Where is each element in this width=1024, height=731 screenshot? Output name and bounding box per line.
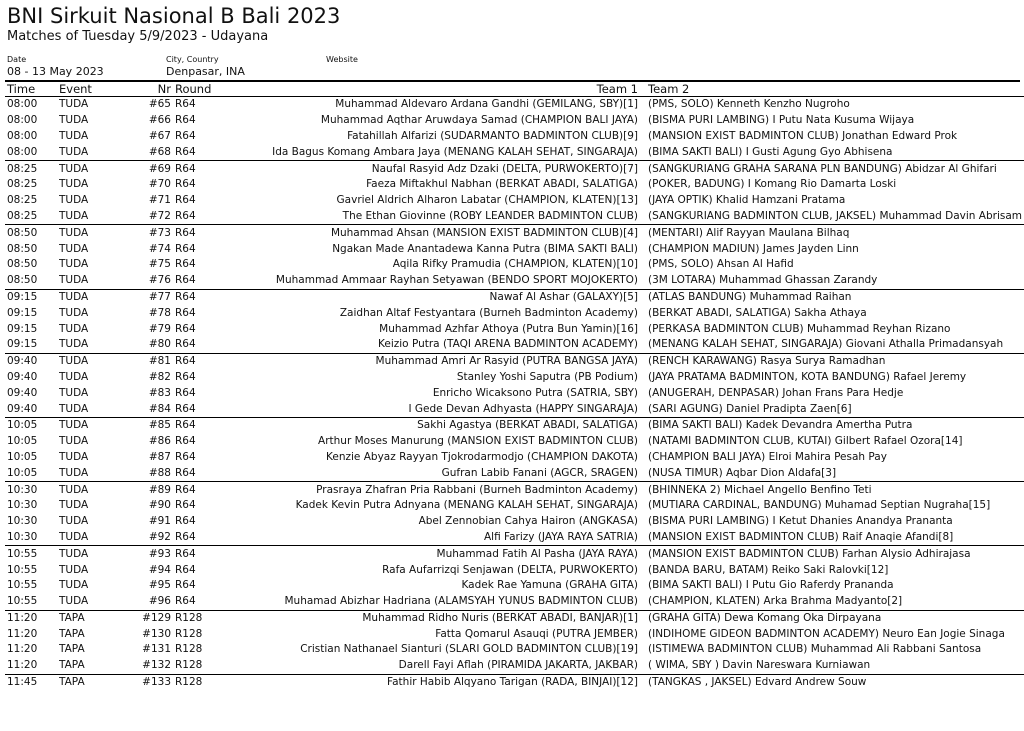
- match-event: TUDA: [59, 563, 89, 576]
- match-time: 08:50: [7, 258, 38, 271]
- date-label: Date: [7, 55, 27, 64]
- table-row: [5, 177, 1024, 193]
- table-row: [5, 129, 1024, 145]
- match-team1: Fatta Qomarul Asauqi (PUTRA JEMBER): [435, 627, 638, 640]
- match-team1: Ida Bagus Komang Ambara Jaya (MENANG KALAH SEHAT, SINGARAJA): [272, 145, 638, 158]
- match-number: #83: [148, 386, 171, 399]
- table-row: [5, 241, 1024, 257]
- match-time: 11:20: [5, 610, 59, 626]
- match-team2: (POKER, BADUNG) I Komang Rio Damarta Loski: [648, 178, 897, 191]
- match-number: #85: [121, 417, 175, 433]
- match-round: R64: [175, 161, 220, 177]
- match-team1: Muhammad Ammaar Rayhan Setyawan (BENDO SPORT MOJOKERTO): [275, 274, 638, 287]
- match-time: 09:40: [7, 386, 38, 399]
- match-number: #81: [121, 353, 175, 369]
- match-number: #133: [121, 674, 175, 690]
- match-team2: (BIMA SAKTI BALI) I Gusti Agung Gyo Abhisena: [648, 145, 893, 158]
- match-team2: ( WIMA, SBY ) Davin Nareswara Kurniawan: [648, 659, 871, 672]
- match-number: #76: [148, 274, 171, 287]
- match-round: R64: [175, 209, 196, 222]
- website-label: Website: [326, 55, 358, 64]
- match-round: R64: [175, 450, 196, 463]
- match-time: 10:55: [5, 546, 59, 562]
- match-team2: (3M LOTARA) Muhammad Ghassan Zarandy: [648, 274, 878, 287]
- match-team1: Keizio Putra (TAQI ARENA BADMINTON ACADEMY): [378, 338, 638, 351]
- table-row: [5, 113, 1024, 129]
- match-time: 10:55: [7, 595, 38, 608]
- match-time: 08:00: [7, 98, 38, 111]
- match-team2: (CHAMPION BALI JAYA) Elroi Mahira Pesah Pay: [648, 450, 887, 463]
- match-time: 08:50: [5, 225, 59, 241]
- table-row: [5, 546, 1024, 562]
- match-time: 08:50: [7, 242, 38, 255]
- table-row: [5, 674, 1024, 690]
- match-round: R64: [175, 322, 196, 335]
- match-number: #92: [148, 530, 171, 543]
- table-header-row: [5, 82, 1024, 97]
- match-time: 10:05: [7, 450, 38, 463]
- match-time: 08:25: [7, 194, 38, 207]
- match-round: R64: [175, 482, 220, 498]
- match-event: TUDA: [59, 417, 121, 433]
- match-team2: (ISTIMEWA BADMINTON CLUB) Muhammad Ali Rabbani Santosa: [648, 643, 982, 656]
- match-event: TUDA: [59, 114, 89, 127]
- match-round: R64: [175, 258, 196, 271]
- column-header-event: Event: [59, 82, 121, 97]
- match-team1: Muhamad Abizhar Hadriana (ALAMSYAH YUNUS BADMINTON CLUB): [284, 595, 638, 608]
- match-team2: (MUTIARA CARDINAL, BANDUNG) Muhamad Septian Nugraha[15]: [648, 499, 991, 512]
- match-team1: Gavriel Aldrich Alharon Labatar (CHAMPION, KLATEN)[13]: [336, 194, 638, 207]
- table-row: [5, 353, 1024, 369]
- match-time: 11:20: [7, 627, 38, 640]
- match-event: TAPA: [59, 674, 121, 690]
- match-team1: Kadek Rae Yamuna (GRAHA GITA): [461, 579, 638, 592]
- match-round: R64: [175, 546, 220, 562]
- table-row: [5, 225, 1024, 241]
- match-team2: (JAYA PRATAMA BADMINTON, KOTA BANDUNG) Rafael Jeremy: [648, 370, 967, 383]
- match-event: TUDA: [59, 258, 89, 271]
- match-event: TAPA: [59, 610, 121, 626]
- match-event: TUDA: [59, 435, 89, 448]
- page-title: BNI Sirkuit Nasional B Bali 2023: [7, 4, 341, 28]
- match-round: R64: [175, 98, 196, 111]
- match-round: R128: [175, 659, 203, 672]
- match-team1: Muhammad Azhfar Athoya (Putra Bun Yamin)[16]: [379, 322, 638, 335]
- match-event: TUDA: [59, 579, 89, 592]
- match-time: 09:15: [5, 289, 59, 305]
- match-team1: Alfi Farizy (JAYA RAYA SATRIA): [483, 530, 638, 543]
- match-round: R64: [175, 595, 196, 608]
- match-time: 08:50: [7, 274, 38, 287]
- match-number: #79: [148, 322, 171, 335]
- match-event: TUDA: [59, 129, 89, 142]
- match-team1: Enricho Wicaksono Putra (SATRIA, SBY): [432, 386, 638, 399]
- table-row: [5, 610, 1024, 626]
- match-team2: (BIMA SAKTI BALI) I Putu Gio Raferdy Prananda: [648, 579, 894, 592]
- table-row: [5, 144, 1024, 160]
- match-round: R64: [175, 417, 220, 433]
- city-label: City, Country: [166, 55, 219, 64]
- match-team1: Cristian Nathanael Sianturi (SLARI GOLD BADMINTON CLUB)[19]: [300, 643, 638, 656]
- match-time: 08:00: [7, 145, 38, 158]
- table-row: [5, 450, 1024, 466]
- match-time: 09:15: [7, 338, 38, 351]
- match-number: #87: [148, 450, 171, 463]
- match-team2: (NATAMI BADMINTON CLUB, KUTAI) Gilbert Rafael Ozora[14]: [648, 435, 963, 448]
- table-row: [5, 482, 1024, 498]
- match-time: 08:25: [7, 178, 38, 191]
- match-number: #77: [121, 289, 175, 305]
- table-row: [5, 273, 1024, 289]
- match-round: R64: [175, 402, 196, 415]
- match-team1: Nawaf Al Ashar (GALAXY)[5]: [220, 289, 648, 305]
- match-number: #71: [148, 194, 171, 207]
- match-number: #129: [121, 610, 175, 626]
- match-round: R64: [175, 114, 196, 127]
- match-number: #69: [121, 161, 175, 177]
- table-row: [5, 514, 1024, 530]
- match-number: #72: [148, 209, 171, 222]
- match-time: 09:40: [5, 353, 59, 369]
- match-team1: Abel Zennobian Cahya Hairon (ANGKASA): [418, 515, 638, 528]
- match-number: #90: [148, 499, 171, 512]
- match-event: TUDA: [59, 450, 89, 463]
- match-time: 10:30: [7, 515, 38, 528]
- match-number: #88: [148, 466, 171, 479]
- match-number: #78: [148, 306, 171, 319]
- match-time: 09:40: [7, 402, 38, 415]
- table-row: [5, 465, 1024, 481]
- match-team1: Gufran Labib Fanani (AGCR, SRAGEN): [441, 466, 638, 479]
- match-team1: The Ethan Giovinne (ROBY LEANDER BADMINTON CLUB): [342, 209, 638, 222]
- match-round: R128: [175, 643, 203, 656]
- table-row: [5, 161, 1024, 177]
- match-number: #96: [148, 595, 171, 608]
- match-round: R64: [175, 515, 196, 528]
- match-team2: (MANSION EXIST BADMINTON CLUB) Farhan Alysio Adhirajasa: [648, 546, 1024, 562]
- match-team1: Prasraya Zhafran Pria Rabbani (Burneh Badminton Academy): [220, 482, 648, 498]
- match-round: R64: [175, 225, 220, 241]
- match-event: TUDA: [59, 482, 121, 498]
- match-event: TAPA: [59, 643, 85, 656]
- match-team2: (BERKAT ABADI, SALATIGA) Sakha Athaya: [648, 306, 867, 319]
- match-round: R128: [175, 610, 220, 626]
- match-time: 11:20: [7, 643, 38, 656]
- table-row: [5, 305, 1024, 321]
- match-round: R64: [175, 499, 196, 512]
- match-round: R64: [175, 194, 196, 207]
- table-row: [5, 209, 1024, 225]
- match-team2: (CHAMPION MADIUN) James Jayden Linn: [648, 242, 859, 255]
- match-round: R64: [175, 129, 196, 142]
- match-event: TUDA: [59, 178, 89, 191]
- match-team2: (BIMA SAKTI BALI) Kadek Devandra Amertha Putra: [648, 417, 1024, 433]
- match-time: 10:05: [5, 417, 59, 433]
- table-row: [5, 594, 1024, 610]
- match-round: R128: [175, 627, 203, 640]
- match-event: TUDA: [59, 530, 89, 543]
- match-round: R64: [175, 145, 196, 158]
- match-time: 08:25: [7, 209, 38, 222]
- match-time: 08:00: [7, 114, 38, 127]
- match-event: TUDA: [59, 466, 89, 479]
- table-row: [5, 401, 1024, 417]
- match-round: R64: [175, 370, 196, 383]
- match-number: #94: [148, 563, 171, 576]
- match-number: #82: [148, 370, 171, 383]
- match-team2: (BISMA PURI LAMBING) I Ketut Dhanies Anandya Prananta: [648, 515, 953, 528]
- match-number: #132: [142, 659, 171, 672]
- match-time: 08:00: [7, 129, 38, 142]
- match-round: R64: [175, 466, 196, 479]
- match-number: #130: [142, 627, 171, 640]
- match-team2: (PERKASA BADMINTON CLUB) Muhammad Reyhan Rizano: [648, 322, 951, 335]
- match-event: TUDA: [59, 515, 89, 528]
- column-header-team1: Team 1: [220, 82, 648, 97]
- match-round: R64: [175, 274, 196, 287]
- table-row: [5, 578, 1024, 594]
- match-event: TUDA: [59, 370, 89, 383]
- match-number: #75: [148, 258, 171, 271]
- match-team1: Muhammad Ridho Nuris (BERKAT ABADI, BANJAR)[1]: [220, 610, 648, 626]
- match-event: TUDA: [59, 386, 89, 399]
- match-round: R128: [175, 674, 220, 690]
- match-team1: Sakhi Agastya (BERKAT ABADI, SALATIGA): [220, 417, 648, 433]
- match-number: #68: [148, 145, 171, 158]
- table-row: [5, 337, 1024, 353]
- table-row: [5, 385, 1024, 401]
- match-team2: (NUSA TIMUR) Aqbar Dion Aldafa[3]: [648, 466, 837, 479]
- column-header-nr: Nr: [121, 82, 175, 97]
- match-number: #95: [148, 579, 171, 592]
- match-round: R64: [175, 563, 196, 576]
- matches-table-body: [5, 97, 1024, 691]
- match-team2: (MANSION EXIST BADMINTON CLUB) Raif Anaqie Afandi[8]: [648, 530, 954, 543]
- match-team2: (PMS, SOLO) Ahsan Al Hafid: [648, 258, 794, 271]
- match-event: TUDA: [59, 338, 89, 351]
- match-team1: Arthur Moses Manurung (MANSION EXIST BADMINTON CLUB): [318, 435, 638, 448]
- match-team2: (RENCH KARAWANG) Rasya Surya Ramadhan: [648, 353, 1024, 369]
- match-number: #93: [121, 546, 175, 562]
- match-team2: (BHINNEKA 2) Michael Angello Benfino Teti: [648, 482, 1024, 498]
- match-round: R64: [175, 435, 196, 448]
- match-team2: (BANDA BARU, BATAM) Reiko Saki Ralovki[12]: [648, 563, 889, 576]
- column-header-round: Round: [175, 82, 220, 97]
- match-team2: (ANUGERAH, DENPASAR) Johan Frans Para Hedje: [648, 386, 904, 399]
- match-time: 09:15: [7, 322, 38, 335]
- match-time: 10:30: [7, 499, 38, 512]
- match-time: 10:05: [7, 435, 38, 448]
- match-event: TUDA: [59, 98, 89, 111]
- table-row: [5, 658, 1024, 674]
- match-team1: Muhammad Amri Ar Rasyid (PUTRA BANGSA JAYA): [220, 353, 648, 369]
- match-event: TUDA: [59, 145, 89, 158]
- table-row: [5, 417, 1024, 433]
- match-team1: Muhammad Fatih Al Pasha (JAYA RAYA): [220, 546, 648, 562]
- table-row: [5, 626, 1024, 642]
- match-event: TUDA: [59, 402, 89, 415]
- match-event: TUDA: [59, 289, 121, 305]
- match-number: #89: [121, 482, 175, 498]
- table-row: [5, 434, 1024, 450]
- match-number: #67: [148, 129, 171, 142]
- match-team2: (MENTARI) Alif Rayyan Maulana Bilhaq: [648, 225, 1024, 241]
- match-team2: (CHAMPION, KLATEN) Arka Brahma Madyanto[2]: [648, 595, 903, 608]
- match-event: TUDA: [59, 595, 89, 608]
- table-row: [5, 289, 1024, 305]
- match-time: 10:55: [7, 579, 38, 592]
- match-event: TAPA: [59, 659, 85, 672]
- match-event: TUDA: [59, 209, 89, 222]
- match-team2: (INDIHOME GIDEON BADMINTON ACADEMY) Neuro Ean Jogie Sinaga: [648, 627, 1005, 640]
- date-value: 08 - 13 May 2023: [7, 65, 104, 78]
- match-team1: Stanley Yoshi Saputra (PB Podium): [456, 370, 638, 383]
- match-time: 10:30: [5, 482, 59, 498]
- match-number: #91: [148, 515, 171, 528]
- match-event: TUDA: [59, 194, 89, 207]
- table-row: [5, 193, 1024, 209]
- city-value: Denpasar, INA: [166, 65, 245, 78]
- page-subtitle: Matches of Tuesday 5/9/2023 - Udayana: [7, 29, 269, 44]
- table-row: [5, 642, 1024, 658]
- match-number: #70: [148, 178, 171, 191]
- match-round: R64: [175, 579, 196, 592]
- match-number: #131: [142, 643, 171, 656]
- table-row: [5, 562, 1024, 578]
- match-event: TUDA: [59, 225, 121, 241]
- column-header-team2: Team 2: [648, 82, 1024, 97]
- match-team1: Fatahillah Alfarizi (SUDARMANTO BADMINTON CLUB)[9]: [347, 129, 638, 142]
- match-team2: (TANGKAS , JAKSEL) Edvard Andrew Souw: [648, 674, 1024, 690]
- table-row: [5, 498, 1024, 514]
- match-round: R64: [175, 338, 196, 351]
- match-time: 10:05: [7, 466, 38, 479]
- match-number: #66: [148, 114, 171, 127]
- match-team2: (SARI AGUNG) Daniel Pradipta Zaen[6]: [648, 402, 852, 415]
- match-team2: (PMS, SOLO) Kenneth Kenzho Nugroho: [648, 98, 850, 111]
- match-team2: (ATLAS BANDUNG) Muhammad Raihan: [648, 289, 1024, 305]
- match-round: R64: [175, 306, 196, 319]
- match-team1: Kenzie Abyaz Rayyan Tjokrodarmodjo (CHAMPION DAKOTA): [326, 450, 638, 463]
- match-time: 10:30: [7, 530, 38, 543]
- match-number: #86: [148, 435, 171, 448]
- match-number: #65: [148, 98, 171, 111]
- matches-table: [5, 82, 1024, 690]
- match-number: #80: [148, 338, 171, 351]
- match-team2: (SANGKURIANG GRAHA SARANA PLN BANDUNG) Abidzar Al Ghifari: [648, 161, 1024, 177]
- match-team1: Faeza Miftakhul Nabhan (BERKAT ABADI, SALATIGA): [366, 178, 638, 191]
- match-round: R64: [175, 289, 220, 305]
- table-row: [5, 370, 1024, 386]
- match-time: 11:20: [7, 659, 38, 672]
- table-row: [5, 97, 1024, 113]
- match-round: R64: [175, 178, 196, 191]
- match-team2: (SANGKURIANG BADMINTON CLUB, JAKSEL) Muhammad Davin Abrisam: [648, 209, 1023, 222]
- match-time: 09:40: [7, 370, 38, 383]
- match-event: TAPA: [59, 627, 85, 640]
- match-event: TUDA: [59, 353, 121, 369]
- match-round: R64: [175, 530, 196, 543]
- match-team1: I Gede Devan Adhyasta (HAPPY SINGARAJA): [408, 402, 638, 415]
- match-team1: Muhammad Aldevaro Ardana Gandhi (GEMILANG, SBY)[1]: [335, 98, 638, 111]
- match-time: 08:25: [5, 161, 59, 177]
- match-team1: Fathir Habib Alqyano Tarigan (RADA, BINJAI)[12]: [220, 674, 648, 690]
- match-time: 11:45: [5, 674, 59, 690]
- match-team1: Muhammad Aqthar Aruwdaya Samad (CHAMPION BALI JAYA): [320, 114, 638, 127]
- match-number: #84: [148, 402, 171, 415]
- match-team2: (MANSION EXIST BADMINTON CLUB) Jonathan Edward Prok: [648, 129, 958, 142]
- match-number: #73: [121, 225, 175, 241]
- match-team1: Kadek Kevin Putra Adnyana (MENANG KALAH SEHAT, SINGARAJA): [295, 499, 638, 512]
- match-team1: Muhammad Ahsan (MANSION EXIST BADMINTON CLUB)[4]: [220, 225, 648, 241]
- match-round: R64: [175, 353, 220, 369]
- match-team1: Rafa Aufarrizqi Senjawan (DELTA, PURWOKERTO): [382, 563, 638, 576]
- match-team2: (BISMA PURI LAMBING) I Putu Nata Kusuma Wijaya: [648, 114, 915, 127]
- match-event: TUDA: [59, 546, 121, 562]
- match-team1: Zaidhan Altaf Festyantara (Burneh Badminton Academy): [339, 306, 638, 319]
- match-team1: Ngakan Made Anantadewa Kanna Putra (BIMA SAKTI BALI): [332, 242, 638, 255]
- table-row: [5, 321, 1024, 337]
- match-event: TUDA: [59, 322, 89, 335]
- match-team1: Naufal Rasyid Adz Dzaki (DELTA, PURWOKERTO)[7]: [220, 161, 648, 177]
- match-team1: Darell Fayi Aflah (PIRAMIDA JAKARTA, JAKBAR): [398, 659, 638, 672]
- match-number: #74: [148, 242, 171, 255]
- table-row: [5, 530, 1024, 546]
- match-team1: Aqila Rifky Pramudia (CHAMPION, KLATEN)[10]: [392, 258, 638, 271]
- match-round: R64: [175, 386, 196, 399]
- match-team2: (JAYA OPTIK) Khalid Hamzani Pratama: [648, 194, 846, 207]
- column-header-time: Time: [5, 82, 59, 97]
- match-time: 10:55: [7, 563, 38, 576]
- match-round: R64: [175, 242, 196, 255]
- match-team2: (MENANG KALAH SEHAT, SINGARAJA) Giovani Athalla Primadansyah: [648, 338, 1004, 351]
- match-event: TUDA: [59, 499, 89, 512]
- table-row: [5, 257, 1024, 273]
- match-event: TUDA: [59, 306, 89, 319]
- match-event: TUDA: [59, 161, 121, 177]
- match-event: TUDA: [59, 274, 89, 287]
- match-event: TUDA: [59, 242, 89, 255]
- match-time: 09:15: [7, 306, 38, 319]
- match-team2: (GRAHA GITA) Dewa Komang Oka Dirpayana: [648, 610, 1024, 626]
